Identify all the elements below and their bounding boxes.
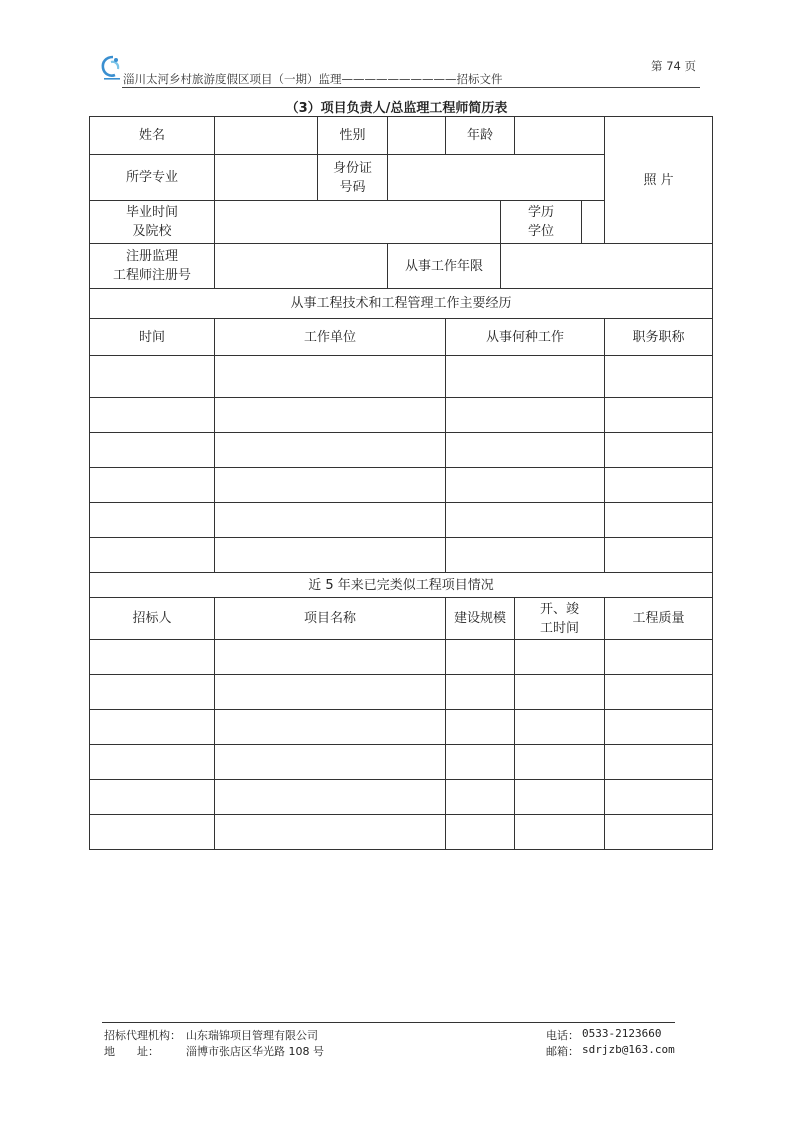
footer-rule — [102, 1022, 675, 1023]
projects-col-name: 项目名称 — [215, 598, 446, 640]
project-cell[interactable] — [446, 745, 515, 780]
project-cell[interactable] — [90, 710, 215, 745]
experience-cell[interactable] — [446, 468, 605, 503]
grad-label-line-1: 毕业时间 — [125, 205, 178, 220]
footer-email-label: 邮箱： — [546, 1045, 579, 1058]
experience-cell[interactable] — [446, 503, 605, 538]
experience-row — [90, 398, 713, 433]
projects-col-dates-line-1: 开、竣 — [540, 601, 580, 617]
experience-row — [90, 356, 713, 398]
experience-cell[interactable] — [215, 398, 446, 433]
form-title: （3）项目负责人/总监理工程师简历表 — [285, 101, 508, 116]
experience-cell[interactable] — [215, 538, 446, 573]
project-row — [90, 745, 713, 780]
project-cell[interactable] — [215, 780, 446, 815]
experience-cell[interactable] — [215, 356, 446, 398]
project-row — [90, 815, 713, 850]
projects-header-row — [90, 598, 713, 640]
footer-address-value: 淄博市张店区华光路 108 号 — [186, 1045, 324, 1058]
experience-cell[interactable] — [90, 468, 215, 503]
experience-col-time: 时间 — [90, 319, 215, 356]
name-value-cell[interactable] — [215, 117, 318, 155]
header-rule — [122, 87, 700, 88]
reg-label — [90, 244, 215, 289]
project-cell[interactable] — [605, 710, 713, 745]
major-label: 所学专业 — [90, 155, 215, 201]
resume-table — [89, 116, 713, 850]
experience-cell[interactable] — [446, 433, 605, 468]
experience-cell[interactable] — [605, 398, 713, 433]
projects-col-dates-line-2: 工时间 — [540, 620, 580, 636]
project-cell[interactable] — [515, 745, 605, 780]
experience-cell[interactable] — [215, 468, 446, 503]
project-cell[interactable] — [605, 780, 713, 815]
experience-cell[interactable] — [605, 468, 713, 503]
row-registration — [90, 244, 713, 289]
project-cell[interactable] — [515, 640, 605, 675]
project-cell[interactable] — [90, 745, 215, 780]
project-cell[interactable] — [90, 640, 215, 675]
experience-cell[interactable] — [90, 398, 215, 433]
experience-col-employer: 工作单位 — [215, 319, 446, 356]
footer-email-value: sdrjzb@163.com — [582, 1043, 675, 1056]
grad-label — [90, 201, 215, 244]
major-value-cell[interactable] — [215, 155, 318, 201]
reg-label-line-1: 注册监理 — [125, 249, 178, 264]
footer-phone-value: 0533-2123660 — [582, 1027, 662, 1040]
header-doc-title: 淄川太河乡村旅游度假区项目（一期）监理——————————招标文件 — [123, 72, 503, 86]
footer-phone-label: 电话： — [546, 1029, 579, 1042]
row-name — [90, 117, 713, 155]
projects-col-scale: 建设规模 — [446, 598, 515, 640]
experience-cell[interactable] — [90, 503, 215, 538]
experience-cell[interactable] — [90, 538, 215, 573]
experience-cell[interactable] — [90, 356, 215, 398]
footer-agency-value: 山东瑞锦项目管理有限公司 — [186, 1029, 318, 1042]
project-cell[interactable] — [515, 675, 605, 710]
projects-col-client: 招标人 — [90, 598, 215, 640]
experience-col-title: 职务职称 — [605, 319, 713, 356]
grad-value-cell[interactable] — [215, 201, 501, 244]
years-value-cell[interactable] — [501, 244, 713, 289]
project-cell[interactable] — [605, 675, 713, 710]
experience-header-row — [90, 319, 713, 356]
projects-section-title: 近 5 年来已完类似工程项目情况 — [90, 573, 713, 598]
page-number: 第 74 页 — [651, 59, 696, 73]
experience-cell[interactable] — [446, 398, 605, 433]
degree-label-line-2: 学位 — [528, 224, 555, 239]
experience-cell[interactable] — [90, 433, 215, 468]
project-cell[interactable] — [90, 780, 215, 815]
years-label: 从事工作年限 — [388, 244, 501, 289]
project-cell[interactable] — [515, 710, 605, 745]
project-row — [90, 710, 713, 745]
experience-row — [90, 433, 713, 468]
id-label — [318, 155, 388, 201]
footer-address-label: 地 址： — [104, 1045, 159, 1058]
projects-col-dates — [515, 598, 605, 640]
reg-value-cell[interactable] — [215, 244, 388, 289]
project-cell[interactable] — [215, 675, 446, 710]
project-cell[interactable] — [215, 815, 446, 850]
experience-section-title: 从事工程技术和工程管理工作主要经历 — [90, 289, 713, 319]
name-label: 姓名 — [90, 117, 215, 155]
degree-label — [501, 201, 582, 244]
project-cell[interactable] — [605, 815, 713, 850]
photo-cell[interactable] — [605, 117, 713, 244]
experience-section-row — [90, 289, 713, 319]
reg-label-line-2: 工程师注册号 — [112, 268, 191, 283]
project-row — [90, 640, 713, 675]
id-label-line-2: 号码 — [339, 179, 366, 195]
projects-col-quality: 工程质量 — [605, 598, 713, 640]
age-label: 年龄 — [446, 117, 515, 155]
page-header — [100, 54, 700, 88]
project-cell[interactable] — [90, 815, 215, 850]
gender-value-cell[interactable] — [388, 117, 446, 155]
experience-cell[interactable] — [605, 503, 713, 538]
id-label-line-1: 身份证 — [332, 160, 372, 176]
project-cell[interactable] — [215, 640, 446, 675]
experience-cell[interactable] — [605, 356, 713, 398]
age-value-cell[interactable] — [515, 117, 605, 155]
project-cell[interactable] — [605, 745, 713, 780]
experience-row — [90, 503, 713, 538]
experience-cell[interactable] — [605, 538, 713, 573]
experience-col-work: 从事何种工作 — [446, 319, 605, 356]
experience-cell[interactable] — [605, 433, 713, 468]
project-cell[interactable] — [215, 745, 446, 780]
project-cell[interactable] — [446, 815, 515, 850]
photo-label: 照 片 — [643, 172, 674, 188]
degree-value-cell[interactable] — [582, 201, 605, 244]
project-cell[interactable] — [446, 640, 515, 675]
project-cell[interactable] — [515, 815, 605, 850]
experience-cell[interactable] — [446, 356, 605, 398]
experience-cell[interactable] — [446, 538, 605, 573]
project-cell[interactable] — [446, 710, 515, 745]
grad-label-line-2: 及院校 — [132, 224, 172, 239]
project-cell[interactable] — [90, 675, 215, 710]
project-cell[interactable] — [515, 780, 605, 815]
gender-label: 性别 — [318, 117, 388, 155]
project-cell[interactable] — [446, 675, 515, 710]
experience-row — [90, 468, 713, 503]
project-row — [90, 780, 713, 815]
projects-section-row — [90, 573, 713, 598]
experience-cell[interactable] — [215, 503, 446, 538]
footer-agency-label: 招标代理机构： — [104, 1029, 181, 1042]
project-cell[interactable] — [605, 640, 713, 675]
degree-label-line-1: 学历 — [528, 205, 555, 220]
experience-cell[interactable] — [215, 433, 446, 468]
id-value-cell[interactable] — [388, 155, 605, 201]
experience-row — [90, 538, 713, 573]
project-row — [90, 675, 713, 710]
project-cell[interactable] — [215, 710, 446, 745]
project-cell[interactable] — [446, 780, 515, 815]
